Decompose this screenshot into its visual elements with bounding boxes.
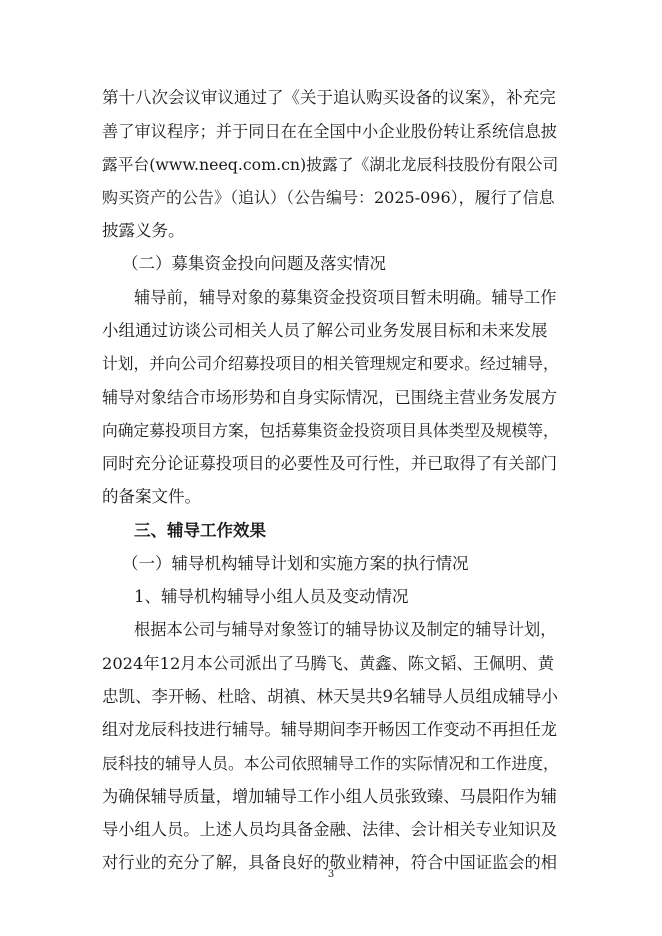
body-text-line: 导小组人员。上述人员均具备金融、法律、会计相关专业知识及 [102,820,557,839]
page-number: 3 [327,869,335,880]
body-text-line: 小组通过访谈公司相关人员了解公司业务发展目标和未来发展 [102,321,548,340]
section-subheading: （一）辅导机构辅导计划和实施方案的执行情况 [122,554,469,573]
body-text-line: 的备案文件。 [102,487,201,506]
body-text-line: 善了审议程序；并于同日在在全国中小企业股份转让系统信息披 [102,122,557,141]
body-text-line: 同时充分论证募投项目的必要性及可行性，并已取得了有关部门 [102,454,557,473]
item-heading: 1、辅导机构辅导小组人员及变动情况 [134,587,409,606]
body-text-line: 购买资产的公告》（追认）（公告编号：2025-096），履行了信息 [102,188,555,207]
body-text-line: 第十八次会议审议通过了《关于追认购买设备的议案》，补充完 [102,88,556,107]
body-text-line: 2024年12月本公司派出了马腾飞、黄鑫、陈文韬、王佩明、黄 [102,654,555,673]
body-text-line: 组对龙辰科技进行辅导。辅导期间李开畅因工作变动不再担任龙 [102,720,557,739]
body-text-line: 忠凯、李开畅、杜晗、胡禛、林天昊共9名辅导人员组成辅导小 [102,687,558,706]
body-text-line: 辰科技的辅导人员。本公司依照辅导工作的实际情况和工作进度， [102,754,559,773]
section-subheading: （二）募集资金投向问题及落实情况 [122,254,386,273]
body-text-line: 对行业的充分了解，具备良好的敬业精神，符合中国证监会的相 [102,853,557,872]
body-text-line: 向确定募投项目方案，包括募集资金投资项目具体类型及规模等， [102,421,559,440]
body-text-line: 辅导对象结合市场形势和自身实际情况，已围绕主营业务发展方 [102,388,557,407]
body-text-line: 根据本公司与辅导对象签订的辅导协议及制定的辅导计划， [134,620,557,639]
body-text-line: 计划，并向公司介绍募投项目的相关管理规定和要求。经过辅导， [102,354,559,373]
body-text-line: 为确保辅导质量，增加辅导工作小组人员张致臻、马晨阳作为辅 [102,787,557,806]
body-text-line: 露平台(www.neeq.com.cn)披露了《湖北龙辰科技股份有限公司 [102,155,559,174]
body-text-line: 披露义务。 [102,221,185,240]
section-heading: 三、辅导工作效果 [134,521,266,540]
body-text-line: 辅导前，辅导对象的募集资金投资项目暂未明确。辅导工作 [134,288,557,307]
